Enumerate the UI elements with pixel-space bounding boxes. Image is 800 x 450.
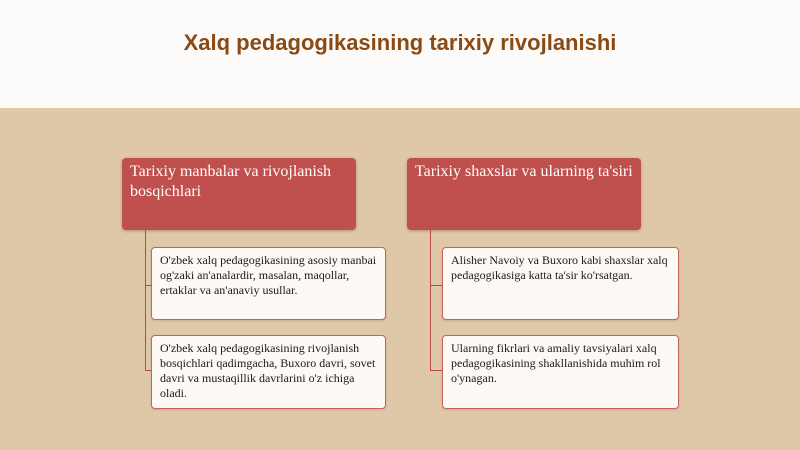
column-heading-figures: Tarixiy shaxslar va ularning ta'siri bbox=[407, 158, 641, 230]
page-title: Xalq pedagogikasining tarixiy rivojlanishi bbox=[183, 30, 617, 55]
connector-stub-right-1 bbox=[430, 285, 442, 286]
card-sources-1: O'zbek xalq pedagogikasining asosiy manbai og'zaki an'analardir, masalan, maqollar, ertaklar va an'anaviy usullar. bbox=[151, 247, 386, 320]
connector-stub-right-2 bbox=[430, 370, 442, 371]
connector-line-right bbox=[430, 230, 431, 370]
connector-line-left bbox=[145, 230, 146, 370]
card-figures-1: Alisher Navoiy va Buxoro kabi shaxslar xalq pedagogikasiga katta ta'sir ko'rsatgan. bbox=[442, 247, 679, 320]
card-sources-2: O'zbek xalq pedagogikasining rivojlanish bosqichlari qadimgacha, Buxoro davri, sovet davri va mustaqillik davrlarini o'z ichiga oladi. bbox=[151, 335, 386, 409]
column-heading-sources: Tarixiy manbalar va rivojlanish bosqichlari bbox=[122, 158, 356, 230]
card-figures-2: Ularning fikrlari va amaliy tavsiyalari xalq pedagogikasining shakllanishida muhim rol o'ynagan. bbox=[442, 335, 679, 409]
